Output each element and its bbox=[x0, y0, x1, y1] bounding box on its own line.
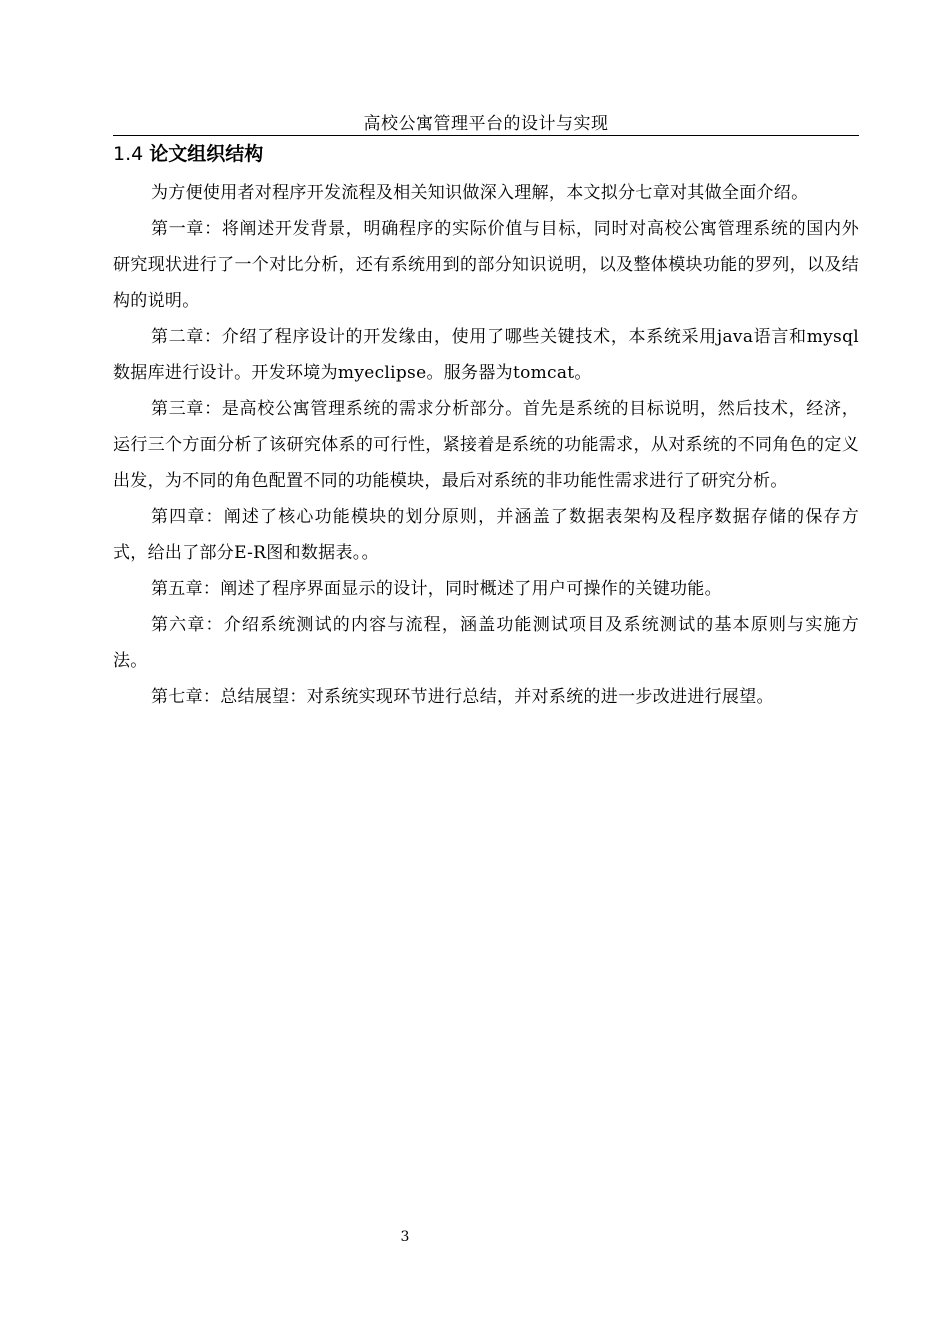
paragraph-chapter-2: 第二章：介绍了程序设计的开发缘由，使用了哪些关键技术，本系统采用java语言和mysql数据库进行设计。开发环境为myeclipse。服务器为tomcat。 bbox=[113, 327, 859, 383]
paragraph-chapter-7: 第七章：总结展望：对系统实现环节进行总结，并对系统的进一步改进进行展望。 bbox=[151, 687, 774, 707]
paragraph-chapter-5: 第五章：阐述了程序界面显示的设计，同时概述了用户可操作的关键功能。 bbox=[151, 579, 722, 599]
section-heading bbox=[113, 141, 859, 167]
header-rule bbox=[113, 135, 859, 136]
body-text bbox=[113, 175, 859, 715]
section-title: 论文组织结构 bbox=[149, 143, 264, 165]
paragraph-chapter-3: 第三章：是高校公寓管理系统的需求分析部分。首先是系统的目标说明，然后技术，经济，运行三个方面分析了该研究体系的可行性，紧接着是系统的功能需求，从对系统的不同角色的定义出发，为不同的角色配置不同的功能模块，最后对系统的非功能性需求进行了研究分析。 bbox=[113, 399, 859, 491]
paragraph-chapter-4: 第四章：阐述了核心功能模块的划分原则，并涵盖了数据表架构及程序数据存储的保存方式，给出了部分E-R图和数据表。。 bbox=[113, 507, 859, 563]
page-number: 3 bbox=[400, 1229, 410, 1245]
paragraph-intro: 为方便使用者对程序开发流程及相关知识做深入理解，本文拟分七章对其做全面介绍。 bbox=[151, 183, 809, 203]
paragraph-chapter-1: 第一章：将阐述开发背景，明确程序的实际价值与目标，同时对高校公寓管理系统的国内外研究现状进行了一个对比分析，还有系统用到的部分知识说明，以及整体模块功能的罗列，以及结构的说明。 bbox=[113, 219, 859, 311]
running-header: 高校公寓管理平台的设计与实现 bbox=[363, 114, 609, 134]
paragraph-chapter-6: 第六章：介绍系统测试的内容与流程，涵盖功能测试项目及系统测试的基本原则与实施方法。 bbox=[113, 615, 859, 671]
section-number: 1.4 bbox=[113, 143, 144, 165]
